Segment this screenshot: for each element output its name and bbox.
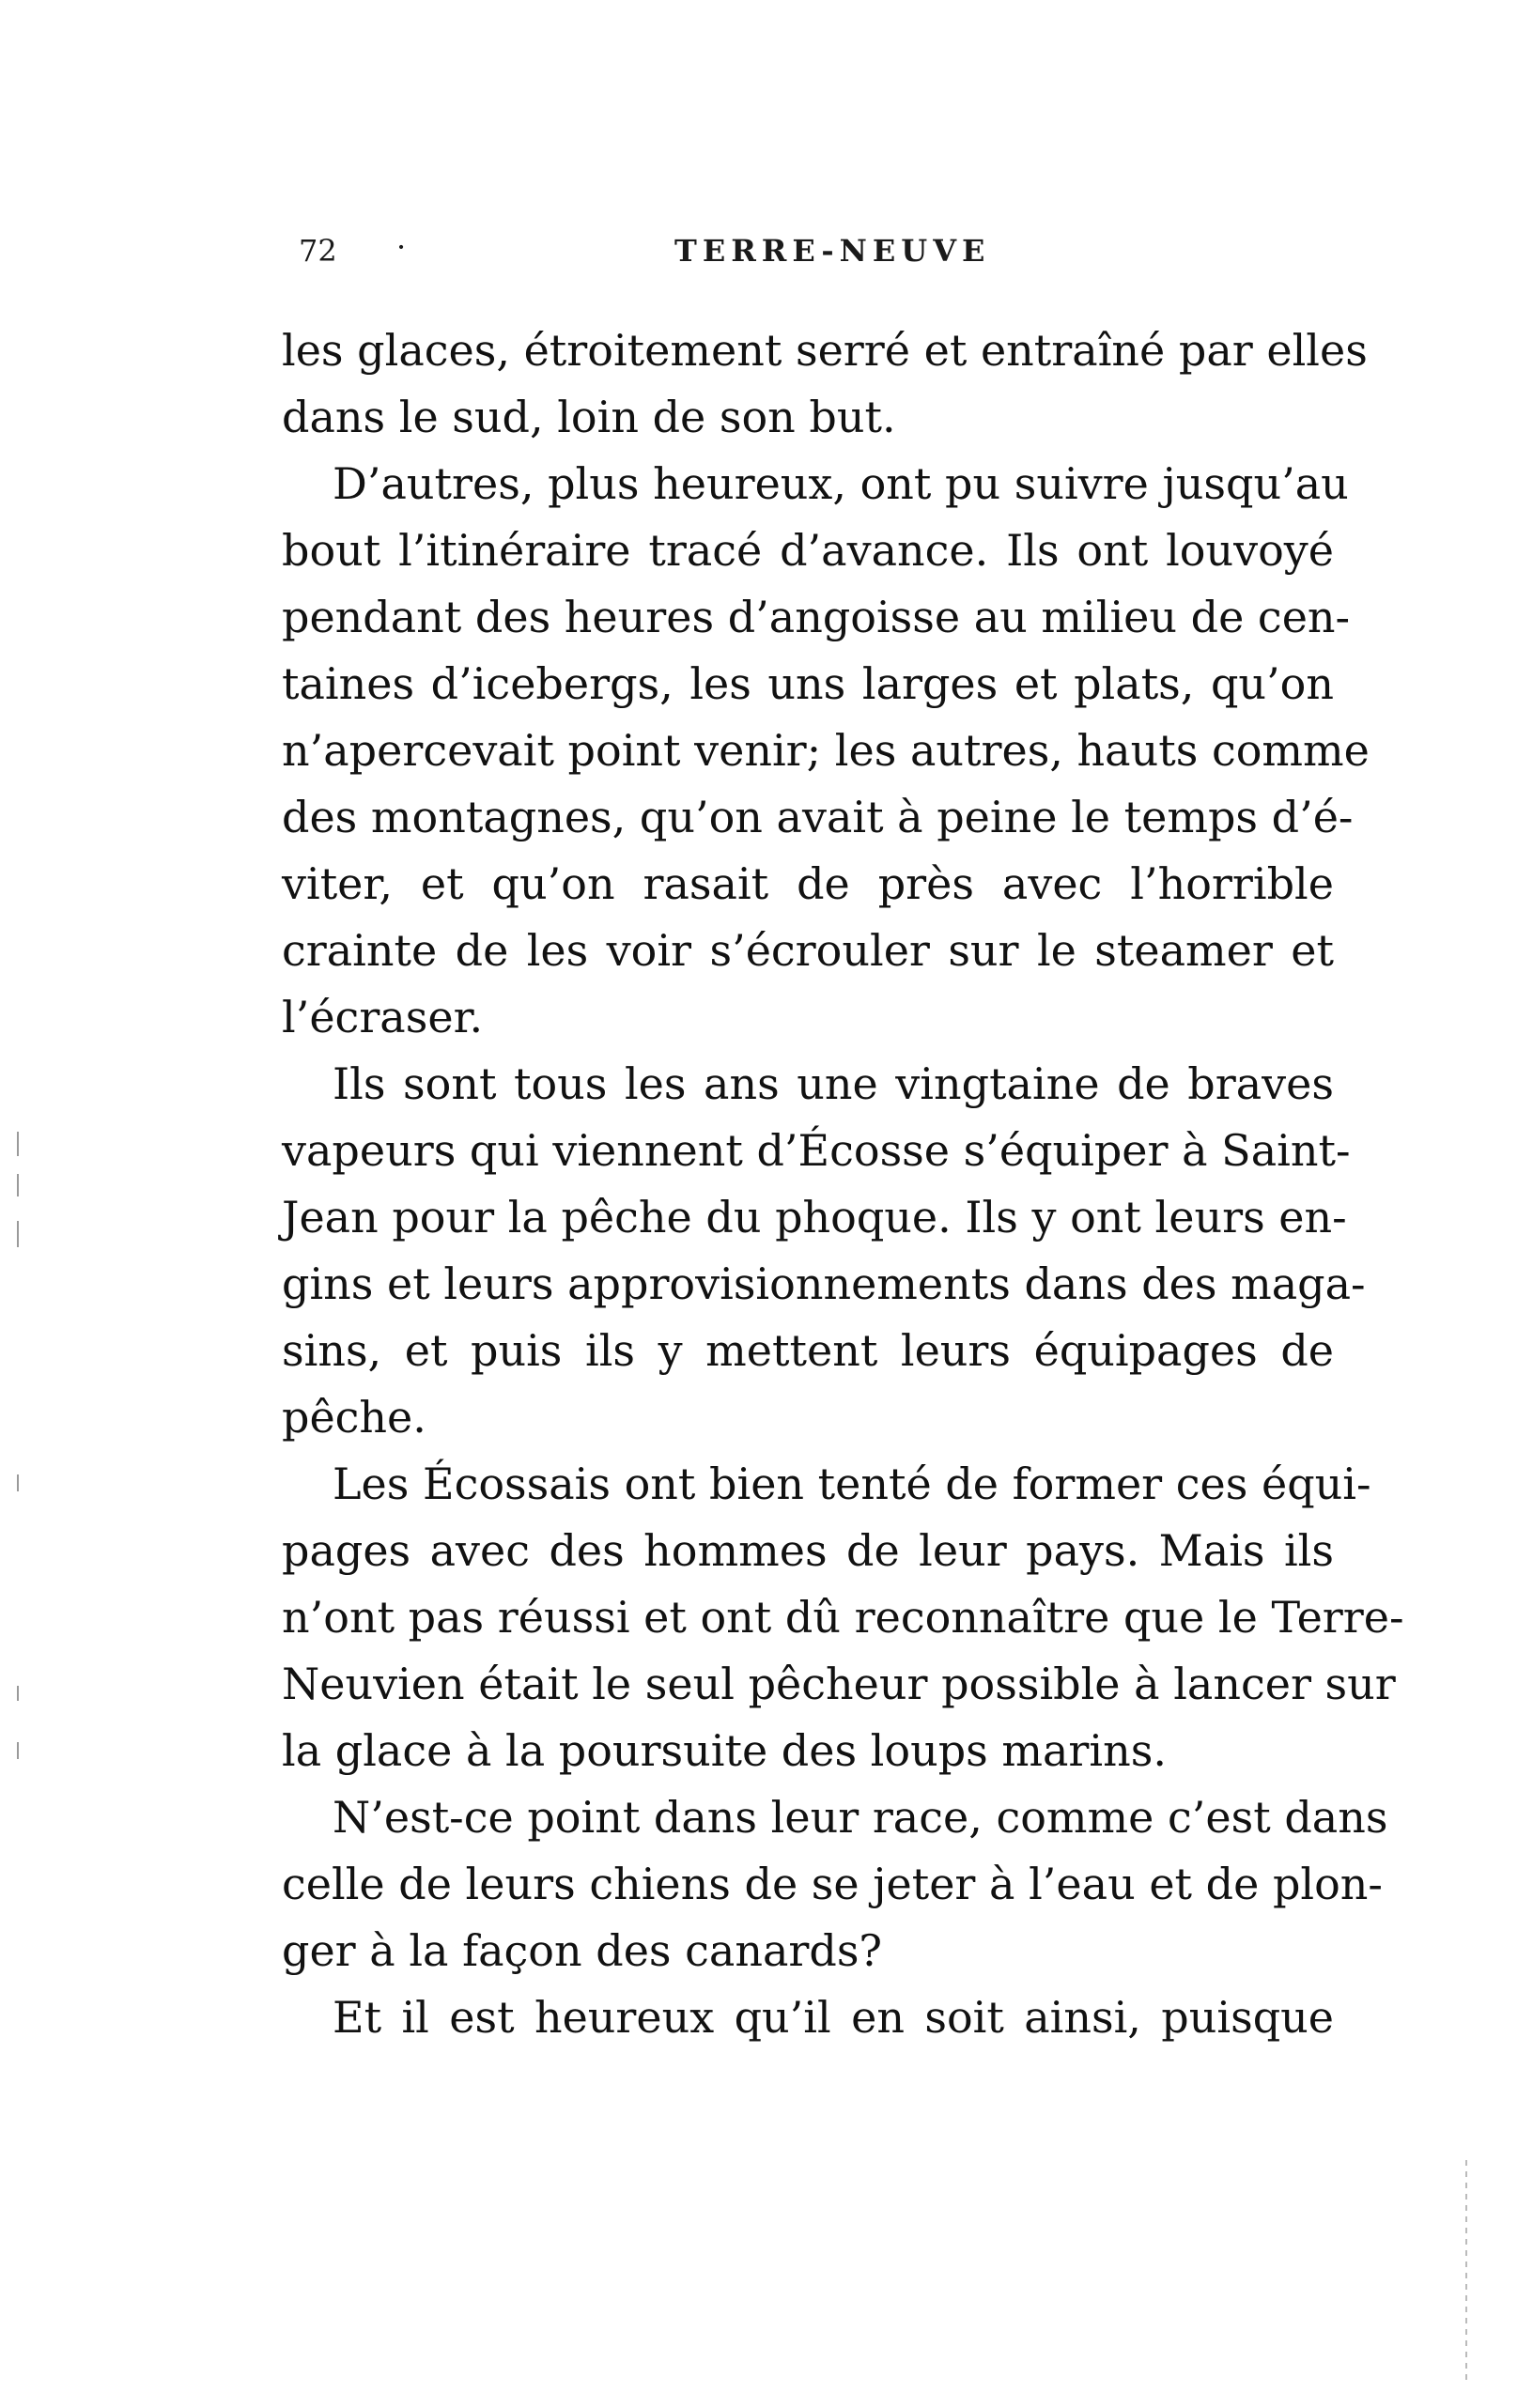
text-line: celle de leurs chiens de se jeter à l’eau et de plon- bbox=[282, 1859, 1383, 1909]
scan-margin-mark bbox=[17, 1742, 19, 1759]
running-title: TERRE-NEUVE bbox=[674, 233, 991, 269]
text-line: Et il est heureux qu’il en soit ainsi, puisque bbox=[333, 1992, 1334, 2043]
scan-margin-mark bbox=[17, 1174, 19, 1196]
text-line: l’écraser. bbox=[282, 992, 484, 1042]
text-line: des montagnes, qu’on avait à peine le temps d’é- bbox=[282, 792, 1354, 842]
text-line: crainte de les voir s’écrouler sur le steamer et bbox=[282, 925, 1334, 976]
text-line: n’ont pas réussi et ont dû reconnaître que le Terre- bbox=[282, 1592, 1404, 1643]
running-head bbox=[299, 229, 1323, 280]
text-line: les glaces, étroitement serré et entraîné par elles bbox=[282, 325, 1368, 376]
header-separator: · bbox=[396, 229, 407, 265]
text-line: pêche. bbox=[282, 1392, 426, 1443]
text-line: Neuvien était le seul pêcheur possible à lancer sur bbox=[282, 1659, 1396, 1709]
text-line: viter, et qu’on rasait de près avec l’horrible bbox=[282, 858, 1334, 909]
text-line: vapeurs qui viennent d’Écosse s’équiper à Saint- bbox=[282, 1125, 1351, 1176]
text-line: Jean pour la pêche du phoque. Ils y ont leurs en- bbox=[282, 1192, 1347, 1243]
scan-margin-mark bbox=[17, 1474, 19, 1491]
text-line: taines d’icebergs, les uns larges et plats, qu’on bbox=[282, 658, 1334, 709]
text-line: dans le sud, loin de son but. bbox=[282, 392, 896, 442]
text-line: N’est-ce point dans leur race, comme c’est dans bbox=[333, 1792, 1388, 1843]
scan-edge-mark bbox=[1465, 2160, 1467, 2385]
text-line: sins, et puis ils y mettent leurs équipages de bbox=[282, 1325, 1334, 1376]
text-line: Les Écossais ont bien tenté de former ces équi- bbox=[333, 1459, 1371, 1509]
text-line: gins et leurs approvisionnements dans des maga- bbox=[282, 1258, 1366, 1309]
page-number: 72 bbox=[299, 233, 337, 269]
text-line: la glace à la poursuite des loups marins. bbox=[282, 1725, 1167, 1776]
scan-margin-mark bbox=[17, 1221, 19, 1247]
text-line: bout l’itinéraire tracé d’avance. Ils ont louvoyé bbox=[282, 525, 1334, 576]
text-line: Ils sont tous les ans une vingtaine de braves bbox=[333, 1058, 1334, 1109]
scan-margin-mark bbox=[17, 1686, 19, 1701]
scan-margin-mark bbox=[17, 1132, 19, 1156]
text-line: pendant des heures d’angoisse au milieu de cen- bbox=[282, 592, 1351, 642]
text-line: pages avec des hommes de leur pays. Mais ils bbox=[282, 1525, 1334, 1576]
text-line: ger à la façon des canards? bbox=[282, 1925, 883, 1976]
body-text bbox=[282, 317, 1404, 2196]
text-line: n’apercevait point venir; les autres, hauts comme bbox=[282, 725, 1370, 776]
text-line: D’autres, plus heureux, ont pu suivre jusqu’au bbox=[333, 458, 1349, 509]
